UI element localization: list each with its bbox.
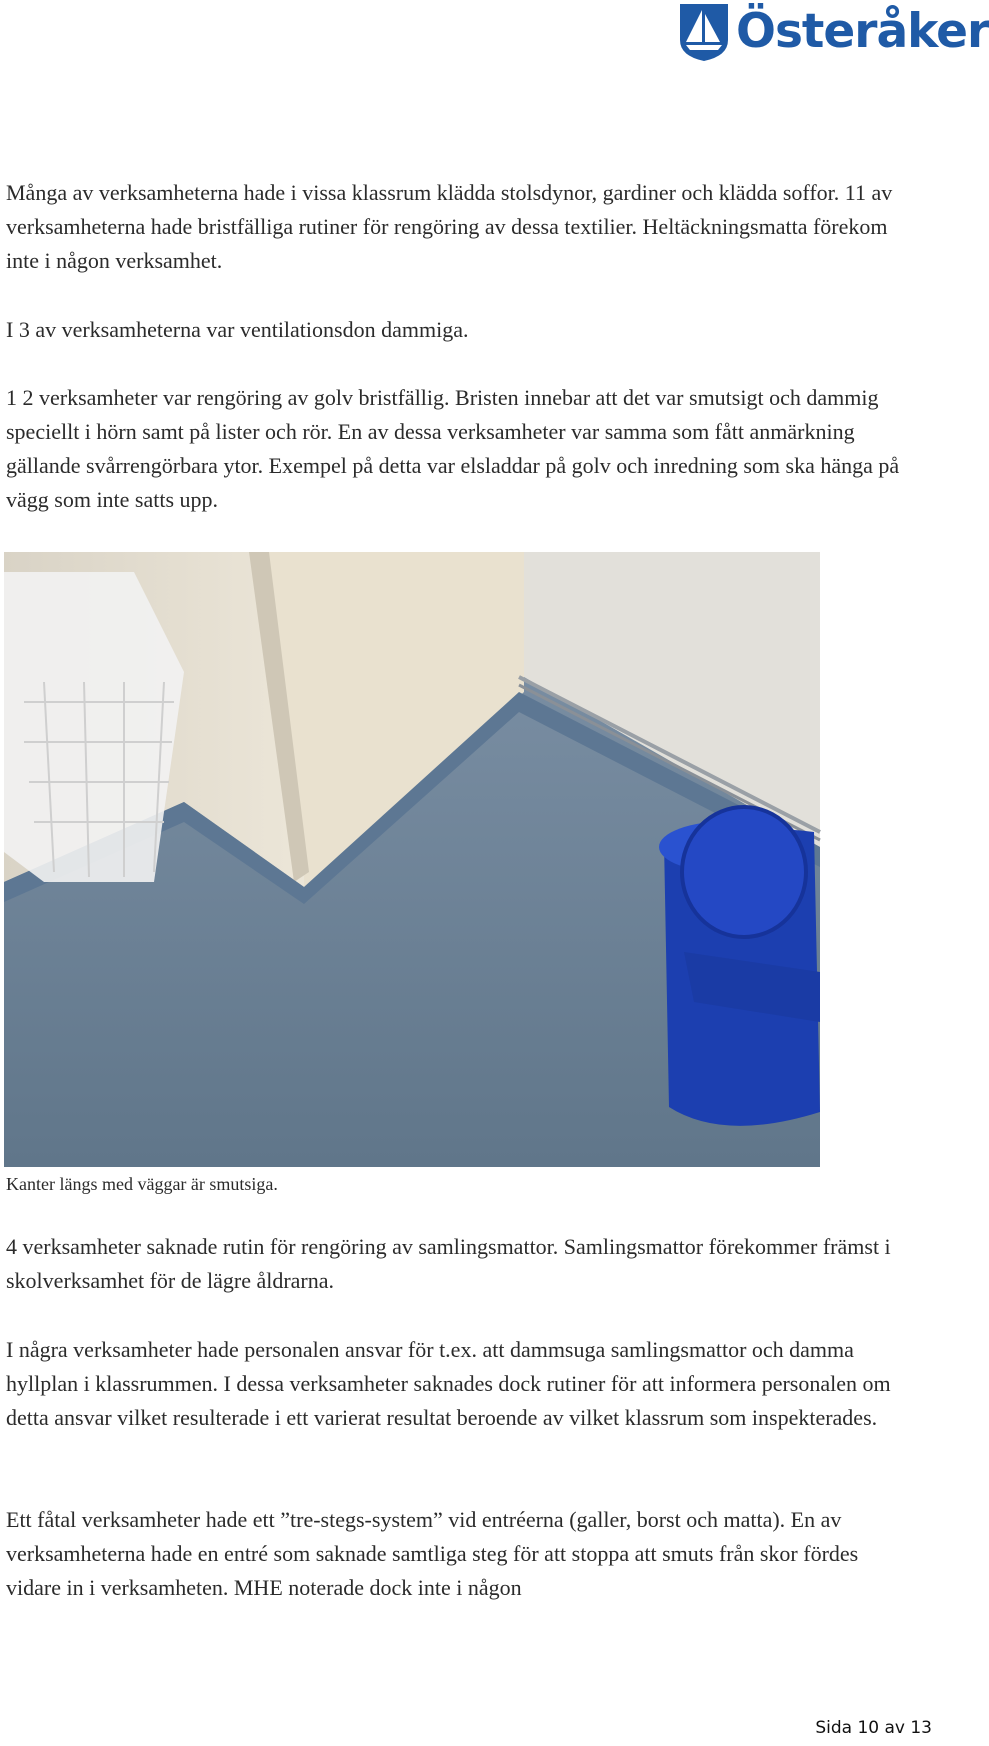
paragraph-entrance-system: Ett fåtal verksamheter hade ett ”tre-stegs-system” vid entréerna (galler, borst och matta). En av verksamheterna hade en entré som saknade samtliga steg för att stoppa att smuts från skor fördes vidare in i verksamheten. MHE noterade dock inte i någon [6,1507,859,1600]
sailboat-crest-icon [678,2,730,62]
paragraph-staff-responsibility: I några verksamheter hade personalen ansvar för t.ex. att dammsuga samlingsmattor och damma hyllplan i klassrummen. I dessa verksamheter saknades dock rutiner för att informera personalen om detta ansvar vilket resulterade i ett varierat resultat beroende av vilket klassrum som inspekterades. [6,1337,891,1430]
paragraph-floor-cleaning: 1 2 verksamheter var rengöring av golv bristfällig. Bristen innebar att det var smutsigt och dammig speciellt i hörn samt på lister och rör. En av dessa verksamheter var samma som fått anmärkning gällande svårrengörbara ytor. Exempel på detta var elsladdar på golv och inredning som ska hänga på vägg som inte satts upp. [6,385,900,512]
logo-wordmark: Österåker [736,4,989,59]
paragraph-mats: 4 verksamheter saknade rutin för rengöring av samlingsmattor. Samlingsmattor förekommer främst i skolverksamhet för de lägre åldrarna. [6,1234,891,1293]
page-number: Sida 10 av 13 [815,1718,932,1738]
osteraker-logo [678,2,989,64]
paragraph-textiles: Många av verksamheterna hade i vissa klassrum klädda stolsdynor, gardiner och klädda soffor. 11 av verksamheterna hade bristfälliga rutiner för rengöring av dessa textilier. Heltäckningsmatta förekom inte i någon verksamhet. [6,180,893,273]
floor-corner-photo [4,552,820,1167]
paragraph-ventilation: I 3 av verksamheterna var ventilationsdon dammiga. [6,317,469,342]
photo-caption: Kanter längs med väggar är smutsiga. [6,1174,278,1194]
